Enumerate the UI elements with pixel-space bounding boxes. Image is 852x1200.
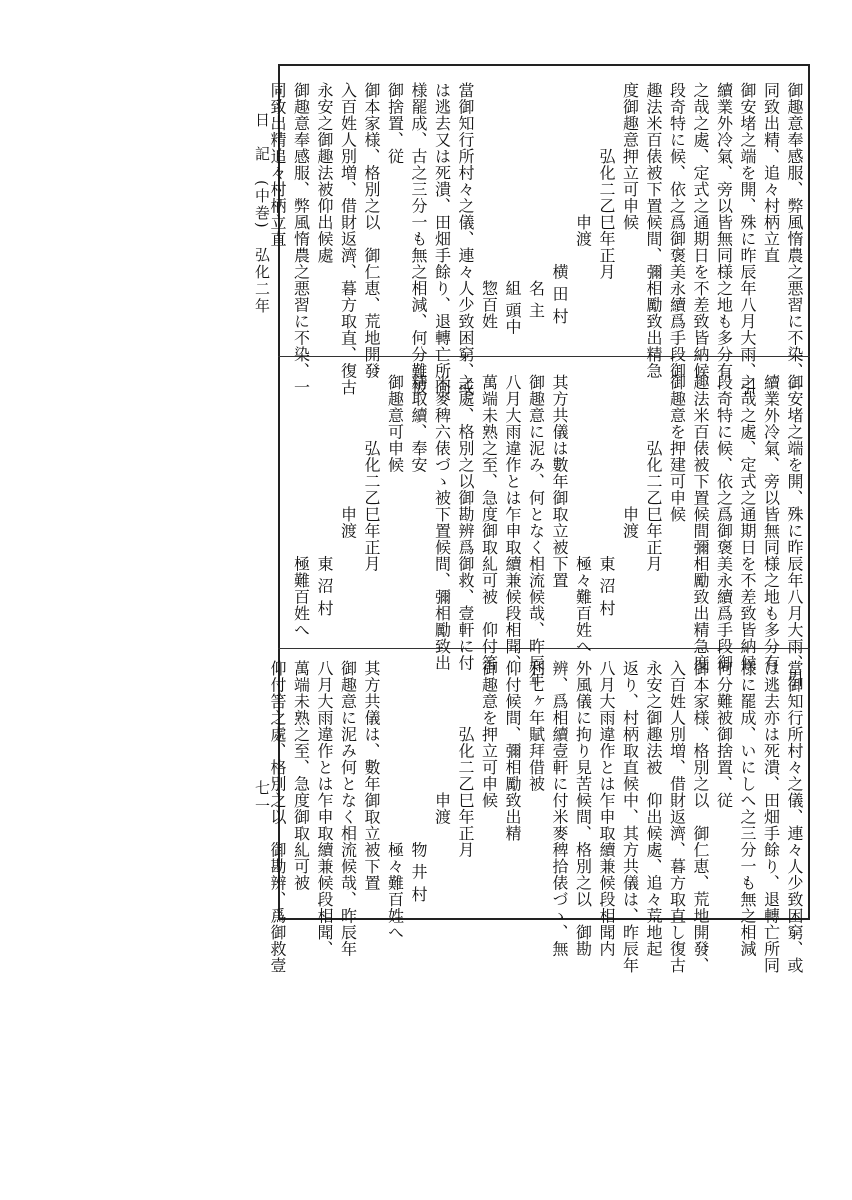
text-line: 御趣意奉感服、弊風惰農之悪習に不染、一 — [785, 82, 804, 396]
text-line: 八月大雨違作とは乍申取續兼候段相聞内 — [597, 660, 616, 957]
text-line: 名 主 — [526, 82, 546, 319]
text-line: 萬端未熟之至、急度御取糺可被 仰付筈 — [479, 374, 499, 671]
text-line: 當御知行所村々之儀、連々人少致困窮、或 — [456, 82, 475, 396]
text-line: 續業外冷氣、旁以皆無同様之地も多分有 — [714, 82, 734, 379]
text-line: 御趣意可申候 — [385, 374, 405, 473]
text-line: 之哉之處、定式之通期日を不差致皆納候 — [691, 82, 710, 379]
text-line: 申渡 — [573, 82, 593, 247]
text-line: 様に罷成、いにしへ之三分一も無之相減 — [738, 660, 757, 957]
text-line: は逃去亦は死潰、田畑手餘り、退轉亡所同 — [761, 660, 781, 974]
text-line: 八月大雨違作とは乍申取續兼候段相聞、 — [503, 374, 522, 671]
text-line: 何分難被御捨置、従 — [714, 660, 734, 809]
running-head: 日 記 (中巻) 弘化二年 — [253, 112, 271, 315]
text-line: 入百姓人別増、借財返濟、暮方取直、復古 — [338, 82, 358, 396]
text-line: 其方共儀は數年御取立被下置 — [550, 374, 569, 589]
text-line: 東 沼 村 — [315, 374, 334, 617]
text-line: 度御趣意押立可申候 — [620, 82, 640, 231]
text-line: 御趣意奉感服、弊風惰農之悪習に不染、一 — [291, 82, 311, 396]
text-line: 外風儀に拘り見苦候間、格別之以 御勘 — [573, 660, 593, 957]
text-line: 極々難百姓へ — [385, 660, 405, 941]
text-line: 續業外冷氣、旁以皆無同様之地も多分有 — [761, 374, 781, 671]
text-line: 御安堵之端を開、殊に昨辰年八月大雨、引 — [738, 82, 757, 396]
text-line: 返り、村柄取直候中、其方共儀は、昨辰年 — [620, 660, 640, 974]
text-line: 様罷成、古之三分一も無之相減、何分難被 — [409, 82, 428, 396]
text-line: 弘化二乙巳年正月 — [644, 374, 663, 572]
text-line: 之哉之處、定式之通期日を不差致皆納候 — [738, 374, 757, 671]
text-line: 東 沼 村 — [597, 374, 616, 617]
text-line: 組 頭中 — [503, 82, 522, 336]
text-line: 米麥稗六俵づゝ被下置候間、彌相勵致出 — [432, 374, 452, 671]
page-number: 七一 — [253, 780, 271, 816]
text-line: 申渡 — [620, 374, 640, 539]
text-line: 永安之御趣法被 仰出候處、追々荒地起 — [644, 660, 663, 957]
text-line: 永安之御趣法被仰出候處 — [315, 82, 334, 264]
text-line: 精取續、奉安 — [409, 374, 428, 473]
text-line: 極々難百姓へ — [573, 374, 593, 655]
text-line: 仰付筈之處、格別之以 御勘辨、爲御救壹 — [268, 660, 287, 974]
text-line: 物 井 村 — [409, 660, 428, 903]
text-line: 段奇特に候、依之爲御褒美永續爲手段御 — [714, 374, 734, 671]
text-line: 之處、格別之以御勘辨爲御救、壹軒に付 — [456, 374, 475, 671]
section-top-text — [266, 82, 807, 396]
text-line: 當御知行所村々之儀、連々人少致困窮、或 — [785, 660, 804, 974]
text-line: 御安堵之端を開、殊に昨辰年八月大雨、引 — [785, 374, 804, 688]
text-line: 萬端未熟之至、急度御取糺可被 — [291, 660, 311, 891]
text-line: 御捨置、従 — [385, 82, 405, 165]
text-line: 極難百姓へ — [291, 374, 311, 638]
text-line: 趣法米百俵被下置候間彌相勵致出精急度 — [691, 374, 710, 671]
text-line: 入百姓人別増、借財返濟、暮方取直し復古 — [667, 660, 687, 974]
text-line: 同致出精追々村柄立直 — [268, 82, 287, 247]
text-line: 御趣意に泥み何となく相流候哉、昨辰年 — [338, 660, 358, 957]
text-line: 利七ヶ年賦拜借被 — [526, 660, 546, 792]
text-line: 御本家様、格別之以 御仁恵、荒地開發、 — [691, 660, 710, 974]
text-line: 仰付候間、彌相勵致出精 — [503, 660, 522, 842]
text-line: 御趣意を押建可申候 — [667, 374, 687, 523]
text-line: 申渡 — [432, 660, 452, 825]
text-line: 御趣意に泥み、何となく相流候哉、昨辰年 — [526, 374, 546, 688]
text-line: 趣法米百俵被下置候間、彌相勵致出精急 — [644, 82, 663, 379]
text-line: 八月大雨違作とは乍申取續兼候段相聞、 — [315, 660, 334, 957]
text-line: 弘化二乙巳年正月 — [597, 82, 616, 280]
text-line: は逃去又は死潰、田畑手餘り、退轉亡所同 — [432, 82, 452, 396]
text-line: 弘化二乙巳年正月 — [456, 660, 475, 858]
text-line: 惣百姓 — [479, 82, 499, 330]
text-line: 御趣意を押立可申候 — [479, 660, 499, 809]
text-line: 御本家様、格別之以 御仁恵、荒地開發 — [362, 82, 381, 379]
text-line: 辨、爲相續壹軒に付米麥稗拾俵づゝ、無 — [550, 660, 569, 957]
text-line: 段奇特に候、依之爲御褒美永續爲手段御 — [667, 82, 687, 379]
section-bottom-text — [266, 660, 807, 974]
section-middle-text — [289, 374, 806, 688]
text-line: 同致出精、追々村柄立直 — [761, 82, 781, 264]
text-line: 横 田 村 — [550, 82, 569, 325]
text-line: 申渡 — [338, 374, 358, 539]
text-line: 其方共儀は、數年御取立被下置 — [362, 660, 381, 891]
text-line: 弘化二乙巳年正月 — [362, 374, 381, 572]
